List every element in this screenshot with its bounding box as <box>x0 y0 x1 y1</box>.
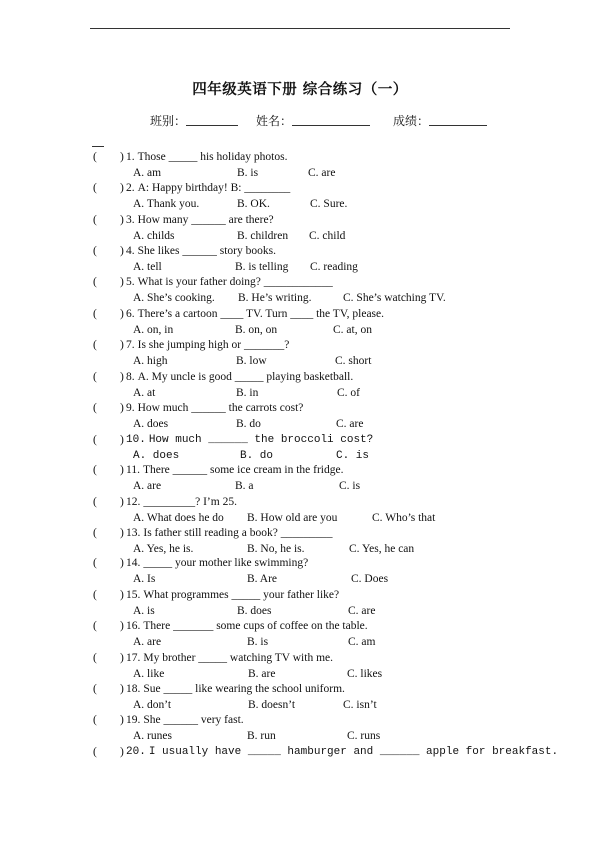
answer-option: C. are <box>336 418 364 430</box>
question-number: 3. <box>126 214 135 226</box>
answer-paren-open: ( <box>93 746 97 758</box>
answer-paren-open: ( <box>93 434 97 446</box>
answer-option: B. Are <box>247 573 278 585</box>
question-text <box>126 214 274 226</box>
question-prompt: _____ your mother like swimming? <box>143 557 309 569</box>
question-number: 10. <box>126 434 146 446</box>
question-number: 20. <box>126 746 146 758</box>
answer-option: C. isn’t <box>343 699 377 711</box>
answer-option: A. high <box>133 355 168 367</box>
answer-option: A. does <box>133 450 180 462</box>
answer-option: C. are <box>308 167 336 179</box>
answer-option: C. Who’s that <box>372 512 436 524</box>
question-number: 11. <box>126 464 140 476</box>
question-number: 15. <box>126 589 141 601</box>
answer-option: B. do <box>240 450 274 462</box>
question-number: 18. <box>126 683 141 695</box>
question-number: 5. <box>126 276 135 288</box>
name-label: 姓名： <box>256 114 293 128</box>
question-text <box>126 308 384 320</box>
answer-option: C. Does <box>351 573 389 585</box>
question-row <box>0 151 600 167</box>
question-prompt: What is your father doing? ____________ <box>137 276 333 288</box>
answer-option: A. am <box>133 167 162 179</box>
answer-paren-open: ( <box>93 276 97 288</box>
question-number: 1. <box>126 151 135 163</box>
answer-option: C. She’s watching TV. <box>343 292 446 304</box>
question-text <box>126 496 237 508</box>
answer-paren-close: ) <box>120 714 124 726</box>
answer-option: C. reading <box>310 261 358 273</box>
answer-option: C. short <box>335 355 372 367</box>
answer-paren-close: ) <box>120 371 124 383</box>
answer-option: B. doesn’t <box>248 699 296 711</box>
answer-option: B. run <box>247 730 276 742</box>
answer-option: C. of <box>337 387 360 399</box>
question-prompt: Those _____ his holiday photos. <box>137 151 288 163</box>
corner-mark <box>92 146 104 147</box>
question-prompt: She ______ very fast. <box>143 714 244 726</box>
class-field <box>150 112 238 129</box>
answer-paren-open: ( <box>93 620 97 632</box>
answer-paren-open: ( <box>93 589 97 601</box>
answer-paren-open: ( <box>93 371 97 383</box>
answer-paren-open: ( <box>93 402 97 414</box>
question-text <box>126 182 290 194</box>
question-text <box>126 464 343 476</box>
name-field <box>256 112 370 129</box>
question-number: 8. <box>126 371 135 383</box>
question-prompt: I usually have _____ hamburger and ______ apple for breakfast. <box>148 746 559 758</box>
answer-option: A. are <box>133 636 162 648</box>
answer-option: C. runs <box>347 730 381 742</box>
score-field <box>393 112 487 129</box>
question-number: 12. <box>126 496 141 508</box>
question-prompt: There’s a cartoon ____ TV. Turn ____ the TV, please. <box>137 308 384 320</box>
question-text <box>126 620 368 632</box>
question-row <box>0 434 600 450</box>
answer-option: A. Yes, he is. <box>133 543 194 555</box>
name-blank[interactable] <box>292 114 370 126</box>
answer-option: C. likes <box>347 668 383 680</box>
answer-option: A. like <box>133 668 165 680</box>
answer-paren-close: ) <box>120 276 124 288</box>
answer-option: B. low <box>236 355 267 367</box>
answer-paren-close: ) <box>120 308 124 320</box>
answer-option: A. runes <box>133 730 172 742</box>
question-text <box>126 652 333 664</box>
page-title: 四年级英语下册 综合练习（一） <box>192 82 408 98</box>
question-prompt: There _______ some cups of coffee on the table. <box>143 620 368 632</box>
answer-option: A. don’t <box>133 699 172 711</box>
question-text <box>126 151 287 163</box>
question-prompt: My brother _____ watching TV with me. <box>143 652 333 664</box>
question-row <box>0 214 600 230</box>
question-number: 19. <box>126 714 141 726</box>
answer-paren-close: ) <box>120 527 124 539</box>
question-row <box>0 557 600 573</box>
question-text <box>126 402 303 414</box>
answer-option: A. are <box>133 480 162 492</box>
answer-paren-close: ) <box>120 746 124 758</box>
question-row <box>0 182 600 198</box>
answer-paren-close: ) <box>120 245 124 257</box>
answer-option: C. child <box>309 230 346 242</box>
question-prompt: How much ______ the carrots cost? <box>137 402 304 414</box>
question-text <box>126 746 558 758</box>
answer-option: A. Thank you. <box>133 198 200 210</box>
top-rule <box>90 28 510 29</box>
question-number: 6. <box>126 308 135 320</box>
answer-option: B. a <box>235 480 254 492</box>
question-number: 9. <box>126 402 135 414</box>
answer-option: A. childs <box>133 230 175 242</box>
question-text <box>126 371 353 383</box>
question-text <box>126 714 244 726</box>
answer-paren-open: ( <box>93 308 97 320</box>
question-row <box>0 527 600 543</box>
answer-paren-open: ( <box>93 245 97 257</box>
question-row <box>0 308 600 324</box>
question-row <box>0 746 600 762</box>
answer-paren-close: ) <box>120 402 124 414</box>
question-row <box>0 245 600 261</box>
answer-paren-close: ) <box>120 557 124 569</box>
answer-paren-open: ( <box>93 527 97 539</box>
answer-option: B. No, he is. <box>247 543 305 555</box>
question-text <box>126 339 289 351</box>
question-row <box>0 371 600 387</box>
answer-option: C. Yes, he can <box>349 543 415 555</box>
answer-option: C. are <box>348 605 376 617</box>
answer-paren-close: ) <box>120 434 124 446</box>
answer-paren-close: ) <box>120 214 124 226</box>
question-prompt: Sue _____ like wearing the school uniform. <box>143 683 345 695</box>
answer-paren-close: ) <box>120 620 124 632</box>
answer-option: B. He’s writing. <box>238 292 312 304</box>
question-prompt: Is father still reading a book? _________ <box>143 527 333 539</box>
question-prompt: A: Happy birthday! B: ________ <box>137 182 291 194</box>
answer-option: A. is <box>133 605 155 617</box>
answer-option: B. is <box>237 167 259 179</box>
answer-paren-close: ) <box>120 339 124 351</box>
answer-paren-open: ( <box>93 214 97 226</box>
answer-paren-open: ( <box>93 652 97 664</box>
answer-paren-close: ) <box>120 652 124 664</box>
class-label: 班别： <box>150 114 187 128</box>
question-prompt: A. My uncle is good _____ playing basketball. <box>137 371 354 383</box>
answer-option: B. How old are you <box>247 512 338 524</box>
answer-option: B. is telling <box>235 261 289 273</box>
question-prompt: She likes ______ story books. <box>137 245 276 257</box>
question-text <box>126 527 332 539</box>
answer-option: A. tell <box>133 261 162 273</box>
question-row <box>0 620 600 636</box>
answer-option: B. does <box>237 605 272 617</box>
question-prompt: How much ______ the broccoli cost? <box>148 434 374 446</box>
answer-paren-close: ) <box>120 151 124 163</box>
question-row <box>0 402 600 418</box>
question-prompt: How many ______ are there? <box>137 214 274 226</box>
answer-paren-open: ( <box>93 714 97 726</box>
answer-option: B. is <box>247 636 269 648</box>
question-text <box>126 245 276 257</box>
question-number: 14. <box>126 557 141 569</box>
answer-option: A. does <box>133 418 169 430</box>
question-text <box>126 434 373 446</box>
answer-paren-close: ) <box>120 182 124 194</box>
answer-option: B. are <box>248 668 276 680</box>
question-text <box>126 276 333 288</box>
answer-paren-close: ) <box>120 464 124 476</box>
question-row <box>0 652 600 668</box>
answer-paren-open: ( <box>93 151 97 163</box>
answer-option: C. is <box>339 480 361 492</box>
question-prompt: What programmes _____ your father like? <box>143 589 340 601</box>
question-row <box>0 496 600 512</box>
score-blank[interactable] <box>429 114 487 126</box>
answer-option: A. What does he do <box>133 512 224 524</box>
question-row <box>0 714 600 730</box>
question-prompt: There ______ some ice cream in the fridge. <box>142 464 344 476</box>
question-row <box>0 276 600 292</box>
answer-option: C. is <box>336 450 370 462</box>
answer-paren-open: ( <box>93 496 97 508</box>
answer-option: A. She’s cooking. <box>133 292 215 304</box>
answer-option: B. OK. <box>237 198 270 210</box>
question-text <box>126 589 339 601</box>
answer-option: B. on, on <box>235 324 278 336</box>
answer-option: B. in <box>236 387 259 399</box>
answer-paren-open: ( <box>93 557 97 569</box>
question-number: 4. <box>126 245 135 257</box>
answer-paren-open: ( <box>93 464 97 476</box>
answer-option: A. Is <box>133 573 156 585</box>
question-row <box>0 339 600 355</box>
answer-option: C. Sure. <box>310 198 348 210</box>
question-row <box>0 464 600 480</box>
answer-paren-close: ) <box>120 496 124 508</box>
question-prompt: _________? I’m 25. <box>143 496 237 508</box>
class-blank[interactable] <box>186 114 238 126</box>
answer-option: C. am <box>348 636 376 648</box>
question-number: 2. <box>126 182 135 194</box>
question-text <box>126 683 345 695</box>
question-number: 13. <box>126 527 141 539</box>
answer-paren-open: ( <box>93 683 97 695</box>
answer-option: B. children <box>237 230 289 242</box>
question-text <box>126 557 308 569</box>
question-number: 17. <box>126 652 141 664</box>
answer-paren-open: ( <box>93 182 97 194</box>
question-row <box>0 589 600 605</box>
question-number: 7. <box>126 339 135 351</box>
answer-option: B. do <box>236 418 261 430</box>
answer-paren-close: ) <box>120 589 124 601</box>
answer-option: C. at, on <box>333 324 372 336</box>
score-label: 成绩： <box>393 114 430 128</box>
answer-option: A. on, in <box>133 324 174 336</box>
answer-paren-close: ) <box>120 683 124 695</box>
question-number: 16. <box>126 620 141 632</box>
question-row <box>0 683 600 699</box>
question-prompt: Is she jumping high or _______? <box>137 339 290 351</box>
answer-option: A. at <box>133 387 156 399</box>
answer-paren-open: ( <box>93 339 97 351</box>
